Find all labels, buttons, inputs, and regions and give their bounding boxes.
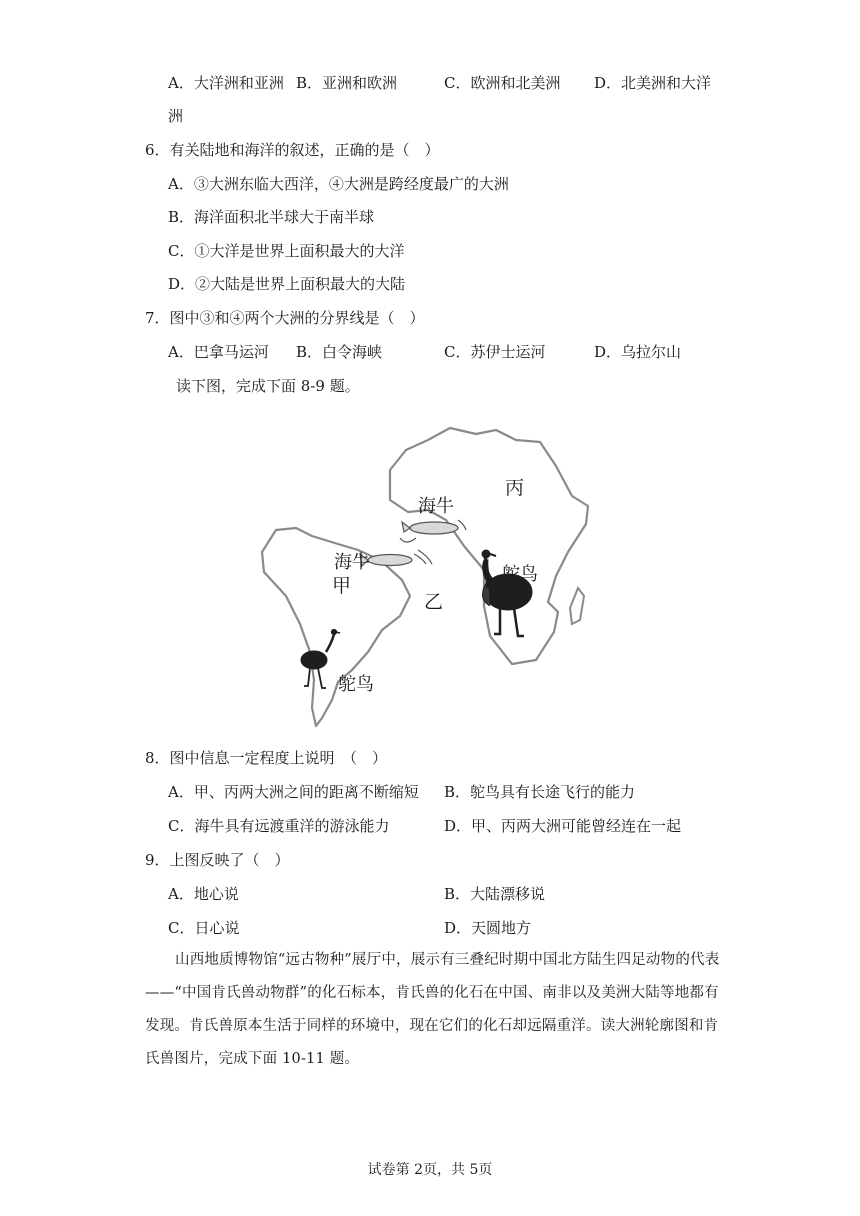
q6-option-d: D．②大陆是世界上面积最大的大陆 xyxy=(168,275,406,293)
q9-option-d: D．天圆地方 xyxy=(444,919,532,937)
q8-stem: 8．图中信息一定程度上说明 （ ） xyxy=(145,749,388,767)
label-bing: 丙 xyxy=(505,477,525,499)
madagascar-outline xyxy=(570,588,584,624)
q8-option-c: C．海牛具有远渡重洋的游泳能力 xyxy=(168,817,390,835)
q8-option-b: B．鸵鸟具有长途飞行的能力 xyxy=(444,783,636,801)
q7-option-a: A．巴拿马运河 xyxy=(168,343,269,361)
q8-option-a: A．甲、丙两大洲之间的距离不断缩短 xyxy=(168,783,419,801)
q7-option-b: B．白令海峡 xyxy=(296,343,383,361)
q7-stem: 7．图中③和④两个大洲的分界线是（ ） xyxy=(145,309,425,327)
q9-stem: 9．上图反映了（ ） xyxy=(145,851,290,869)
q5-option-d: D．北美洲和大洋 xyxy=(594,74,712,92)
q5-option-d-wrap: 洲 xyxy=(168,107,184,125)
q7-option-c: C．苏伊士运河 xyxy=(444,343,546,361)
q8-option-d: D．甲、丙两大洲可能曾经连在一起 xyxy=(444,817,682,835)
label-manatee-2: 海牛 xyxy=(334,552,370,573)
q6-stem: 6．有关陆地和海洋的叙述，正确的是（ ） xyxy=(145,141,440,159)
continents-map xyxy=(250,420,590,730)
q9-option-a: A．地心说 xyxy=(168,885,239,903)
q9-option-c: C．日心说 xyxy=(168,919,240,937)
q9-option-b: B．大陆漂移说 xyxy=(444,885,546,903)
label-ostrich-africa: 鸵鸟 xyxy=(502,564,538,585)
q6-option-c: C．①大洋是世界上面积最大的大洋 xyxy=(168,242,405,260)
q5-option-a: A．大洋洲和亚洲 xyxy=(168,74,284,92)
q5-option-b: B．亚洲和欧洲 xyxy=(296,74,398,92)
page-footer: 试卷第 2页，共 5页 xyxy=(367,1162,493,1178)
label-jia: 甲 xyxy=(332,575,352,597)
label-ostrich-sa: 鸵鸟 xyxy=(338,674,374,695)
q5-option-c: C．欧洲和北美洲 xyxy=(444,74,561,92)
q6-option-a: A．③大洲东临大西洋，④大洲是跨经度最广的大洲 xyxy=(168,175,509,193)
africa-outline xyxy=(390,428,588,664)
passage-10-11: 山西地质博物馆“远古物种”展厅中，展示有三叠纪时期中国北方陆生四足动物的代表——“中国肯氏兽动物群”的化石标本，肯氏兽的化石在中国、南非以及美洲大陆等地都有发现。肯氏兽原本生活于同样的环境中，现在它们的化石却远隔重洋。读大洲轮廓图和肯氏兽图片，完成下面 10-11 题。 xyxy=(145,952,720,1067)
q6-option-b: B．海洋面积北半球大于南半球 xyxy=(168,208,375,226)
label-manatee-1: 海牛 xyxy=(418,496,454,517)
intro-8-9: 读下图，完成下面 8-9 题。 xyxy=(176,377,360,395)
label-yi: 乙 xyxy=(424,591,444,613)
q7-option-d: D．乌拉尔山 xyxy=(594,343,682,361)
